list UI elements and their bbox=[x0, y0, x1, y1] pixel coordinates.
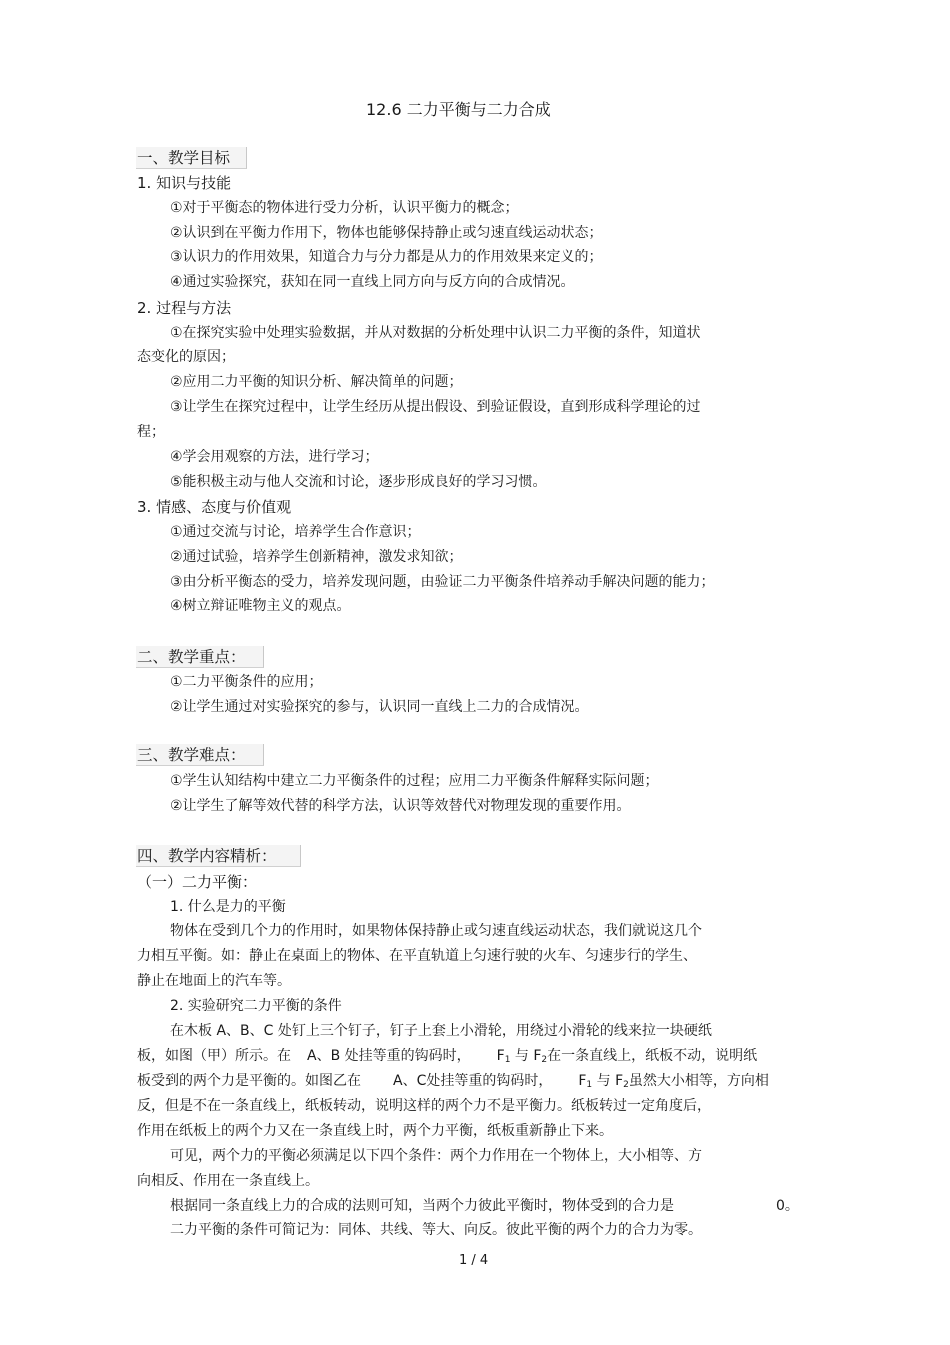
paragraph-line: 反，但是不在一条直线上，纸板转动，说明这样的两个力不是平衡力。纸板转过一定角度后， bbox=[137, 1098, 711, 1114]
paragraph-line: ②让学生通过对实验探究的参与，认识同一直线上二力的合成情况。 bbox=[170, 699, 589, 715]
paragraph-line: ②认识到在平衡力作用下，物体也能够保持静止或匀速直线运动状态； bbox=[170, 225, 603, 241]
paragraph-line-end: 0。 bbox=[776, 1198, 799, 1214]
paragraph-line: 静止在地面上的汽车等。 bbox=[137, 973, 291, 989]
paragraph-line: ①学生认知结构中建立二力平衡条件的过程；应用二力平衡条件解释实际问题； bbox=[170, 773, 659, 789]
paragraph-line: 程； bbox=[137, 424, 165, 440]
paragraph-line: ①通过交流与讨论，培养学生合作意识； bbox=[170, 524, 421, 540]
section-heading: 二、教学重点： bbox=[137, 648, 246, 666]
paragraph-line: 二力平衡的条件可简记为：同体、共线、等大、向反。彼此平衡的两个力的合力为零。 bbox=[170, 1222, 702, 1238]
paragraph-line: ⑤能积极主动与他人交流和讨论，逐步形成良好的学习习惯。 bbox=[170, 474, 547, 490]
paragraph-line: 力相互平衡。如：静止在桌面上的物体、在平直轨道上匀速行驶的火车、匀速步行的学生、 bbox=[137, 948, 697, 964]
paragraph-line: ③让学生在探究过程中，让学生经历从提出假设、到验证假设，直到形成科学理论的过 bbox=[170, 399, 701, 415]
page-number: 1 / 4 bbox=[459, 1253, 489, 1268]
subsection-heading: 3. 情感、态度与价值观 bbox=[137, 498, 292, 516]
subsection-heading: 1. 知识与技能 bbox=[137, 174, 232, 192]
item-heading: 1. 什么是力的平衡 bbox=[170, 899, 286, 915]
paragraph-line: ②通过试验，培养学生创新精神，激发求知欲； bbox=[170, 549, 463, 565]
paragraph-line: 向相反、作用在一条直线上。 bbox=[137, 1173, 319, 1189]
item-heading: 2. 实验研究二力平衡的条件 bbox=[170, 998, 342, 1014]
section-heading: 四、教学内容精析： bbox=[137, 847, 277, 865]
section-heading: 三、教学难点： bbox=[137, 746, 246, 764]
paragraph-line: 态变化的原因； bbox=[137, 349, 235, 365]
page-title: 12.6 二力平衡与二力合成 bbox=[366, 100, 551, 119]
paragraph-line: 在木板 A、B、C 处钉上三个钉子，钉子上套上小滑轮，用绕过小滑轮的线来拉一块硬纸 bbox=[170, 1023, 712, 1039]
paragraph-line: 板受到的两个力是平衡的。如图乙在 A、C处挂等重的钩码时， $F_1$ 与 $F_2$虽然大小相等，方向相 bbox=[137, 1073, 769, 1090]
paragraph-line: 可见，两个力的平衡必须满足以下四个条件：两个力作用在一个物体上，大小相等、方 bbox=[170, 1148, 702, 1164]
paragraph-line: ③认识力的作用效果，知道合力与分力都是从力的作用效果来定义的； bbox=[170, 249, 603, 265]
paragraph-line: ②应用二力平衡的知识分析、解决简单的问题； bbox=[170, 374, 463, 390]
paragraph-line: 板，如图（甲）所示。在 A、B 处挂等重的钩码时， $F_1$ 与 $F_2$在一条直线上，纸板不动，说明纸 bbox=[137, 1048, 758, 1065]
paragraph-line: 根据同一条直线上力的合成的法则可知，当两个力彼此平衡时，物体受到的合力是 bbox=[170, 1198, 674, 1214]
paragraph-line: ①在探究实验中处理实验数据，并从对数据的分析处理中认识二力平衡的条件，知道状 bbox=[170, 325, 701, 341]
paragraph-line: 物体在受到几个力的作用时，如果物体保持静止或匀速直线运动状态，我们就说这几个 bbox=[170, 923, 702, 939]
subsection-heading: 2. 过程与方法 bbox=[137, 299, 232, 317]
paragraph-line: ③由分析平衡态的受力，培养发现问题，由验证二力平衡条件培养动手解决问题的能力； bbox=[170, 574, 715, 590]
section-heading: 一、教学目标 bbox=[137, 149, 231, 167]
paragraph-line: ②让学生了解等效代替的科学方法，认识等效替代对物理发现的重要作用。 bbox=[170, 798, 631, 814]
paragraph-line: ④树立辩证唯物主义的观点。 bbox=[170, 598, 351, 614]
paragraph-line: 作用在纸板上的两个力又在一条直线上时，两个力平衡，纸板重新静止下来。 bbox=[137, 1123, 613, 1139]
paragraph-line: ④学会用观察的方法，进行学习； bbox=[170, 449, 379, 465]
paragraph-line: ④通过实验探究，获知在同一直线上同方向与反方向的合成情况。 bbox=[170, 274, 575, 290]
paragraph-line: ①二力平衡条件的应用； bbox=[170, 674, 323, 690]
subsection-heading: （一）二力平衡： bbox=[137, 873, 258, 891]
paragraph-line: ①对于平衡态的物体进行受力分析，认识平衡力的概念； bbox=[170, 200, 519, 216]
